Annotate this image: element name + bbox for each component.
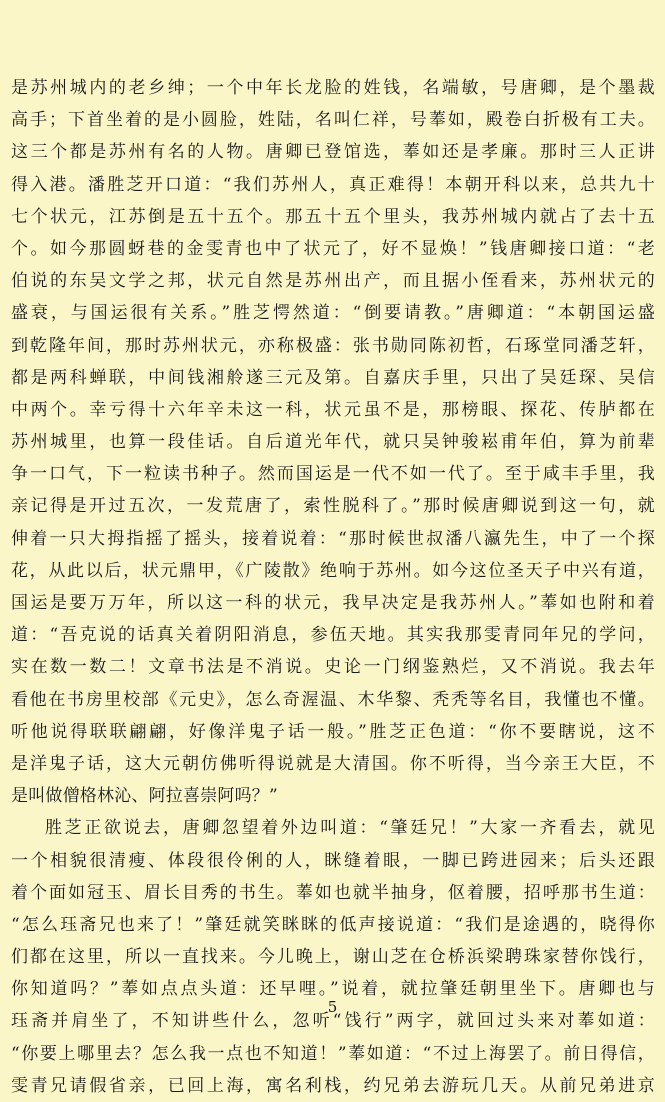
- text-line: 着个面如冠玉、眉长目秀的书生。菶如也就半抽身，伛着腰，招呼那书生道：: [11, 882, 655, 903]
- text-line: 雯青兄请假省亲，已回上海，寓名利栈，约兄弟去游玩几天。从前兄弟进京: [11, 1075, 655, 1096]
- text-line: 都是两科蝉联，中间钱湘舲遂三元及第。自嘉庆手里，只出了吴廷琛、吴信: [11, 367, 655, 388]
- text-line: 是洋鬼子话，这大元朝仿佛听得说就是大清国。你不听得，当今亲王大臣，不: [11, 753, 655, 774]
- text-line: 争一口气，下一粒读书种子。然而国运是一代不如一代了。至于咸丰手里，我: [11, 464, 655, 485]
- text-line: 听他说得联联翩翩，好像洋鬼子话一般。”胜芝正色道：“你不要瞎说，这不: [11, 721, 655, 742]
- text-line: 花，从此以后，状元鼎甲，《广陵散》绝响于苏州。如今这位圣天子中兴有道，: [11, 560, 655, 581]
- text-line: 实在数一数二！文章书法是不消说。史论一门纲鉴熟烂，又不消说。我去年: [11, 657, 655, 678]
- text-line: 你知道吗？”菶如点点头道：还早哩。”说着，就拉肇廷朝里坐下。唐卿也与: [11, 979, 655, 1000]
- text-line: 是叫做僧格林沁、阿拉喜崇阿吗？”: [11, 786, 278, 807]
- page-number: 5: [327, 998, 338, 1016]
- text-line: 一个相貌很清瘦、体段很伶俐的人，眯缝着眼，一脚已跨进园来；后头还跟: [11, 850, 655, 871]
- paragraph-start-line: 胜芝正欲说去，唐卿忽望着外边叫道：“肇廷兄！”大家一齐看去，就见: [45, 818, 655, 839]
- text-line: 高手；下首坐着的是小圆脸，姓陆，名叫仁祥，号菶如，殿卷白折极有工夫。: [11, 110, 655, 131]
- text-line: 到乾隆年间，那时苏州状元，亦称极盛：张书勋同陈初哲，石琢堂同潘芝轩，: [11, 335, 655, 356]
- text-line: 道：“吾克说的话真关着阴阳消息，参伍天地。其实我那雯青同年兄的学问，: [11, 625, 655, 646]
- text-line: 亲记得是开过五次，一发荒唐了，索性脱科了。”那时候唐卿说到这一句，就: [11, 496, 655, 517]
- text-line: 盛衰，与国运很有关系。”胜芝愕然道：“倒要请教。”唐卿道：“本朝国运盛: [11, 303, 655, 324]
- text-line: 国运是要万万年，所以这一科的状元，我早决定是我苏州人。”菶如也附和着: [11, 593, 655, 613]
- text-line: 伯说的东吴文学之邦，状元自然是苏州出产，而且据小侄看来，苏州状元的: [11, 271, 655, 292]
- text-line: 中两个。幸亏得十六年辛未这一科，状元虽不是，那榜眼、探花、传胪都在: [11, 399, 655, 420]
- text-line: 看他在书房里校部《元史》，怎么奇渥温、木华黎、秃秃等名目，我懂也不懂。: [11, 689, 655, 710]
- text-line: 个。如今那圆蚜巷的金雯青也中了状元了，好不显焕！”钱唐卿接口道：“老: [11, 238, 655, 259]
- text-line: 七个状元，江苏倒是五十五个。那五十五个里头，我苏州城内就占了去十五: [11, 206, 655, 227]
- text-line: 苏州城里，也算一段佳话。自后道光年代，就只吴钟骏崧甫年伯，算为前辈: [11, 432, 655, 453]
- text-line: 们都在这里，所以一直找来。今儿晚上，谢山芝在仓桥浜梁聘珠家替你饯行，: [11, 947, 655, 968]
- text-line: 得入港。潘胜芝开口道：“我们苏州人，真正难得！本朝开科以来，总共九十: [11, 174, 655, 195]
- body-text: [11, 72, 655, 1102]
- text-line: 这三个都是苏州有名的人物。唐卿已登馆选，菶如还是孝廉。那时三人正讲: [11, 142, 655, 163]
- text-line: “你要上哪里去？怎么我一点也不知道！”菶如道：“不过上海罢了。前日得信，: [11, 1043, 655, 1064]
- text-line: 珏斋并肩坐了，不知讲些什么，忽听“饯行”两字，就回过头来对菶如道：: [11, 1011, 655, 1032]
- text-line: 是苏州城内的老乡绅；一个中年长龙脸的姓钱，名端敏，号唐卿，是个墨裁: [11, 78, 655, 98]
- text-line: “怎么珏斋兄也来了！”肇廷就笑眯眯的低声接说道：“我们是途遇的，晓得你: [11, 914, 655, 935]
- text-line: 伸着一只大拇指摇了摇头，接着说着：“那时候世叔潘八瀛先生，中了一个探: [11, 528, 655, 549]
